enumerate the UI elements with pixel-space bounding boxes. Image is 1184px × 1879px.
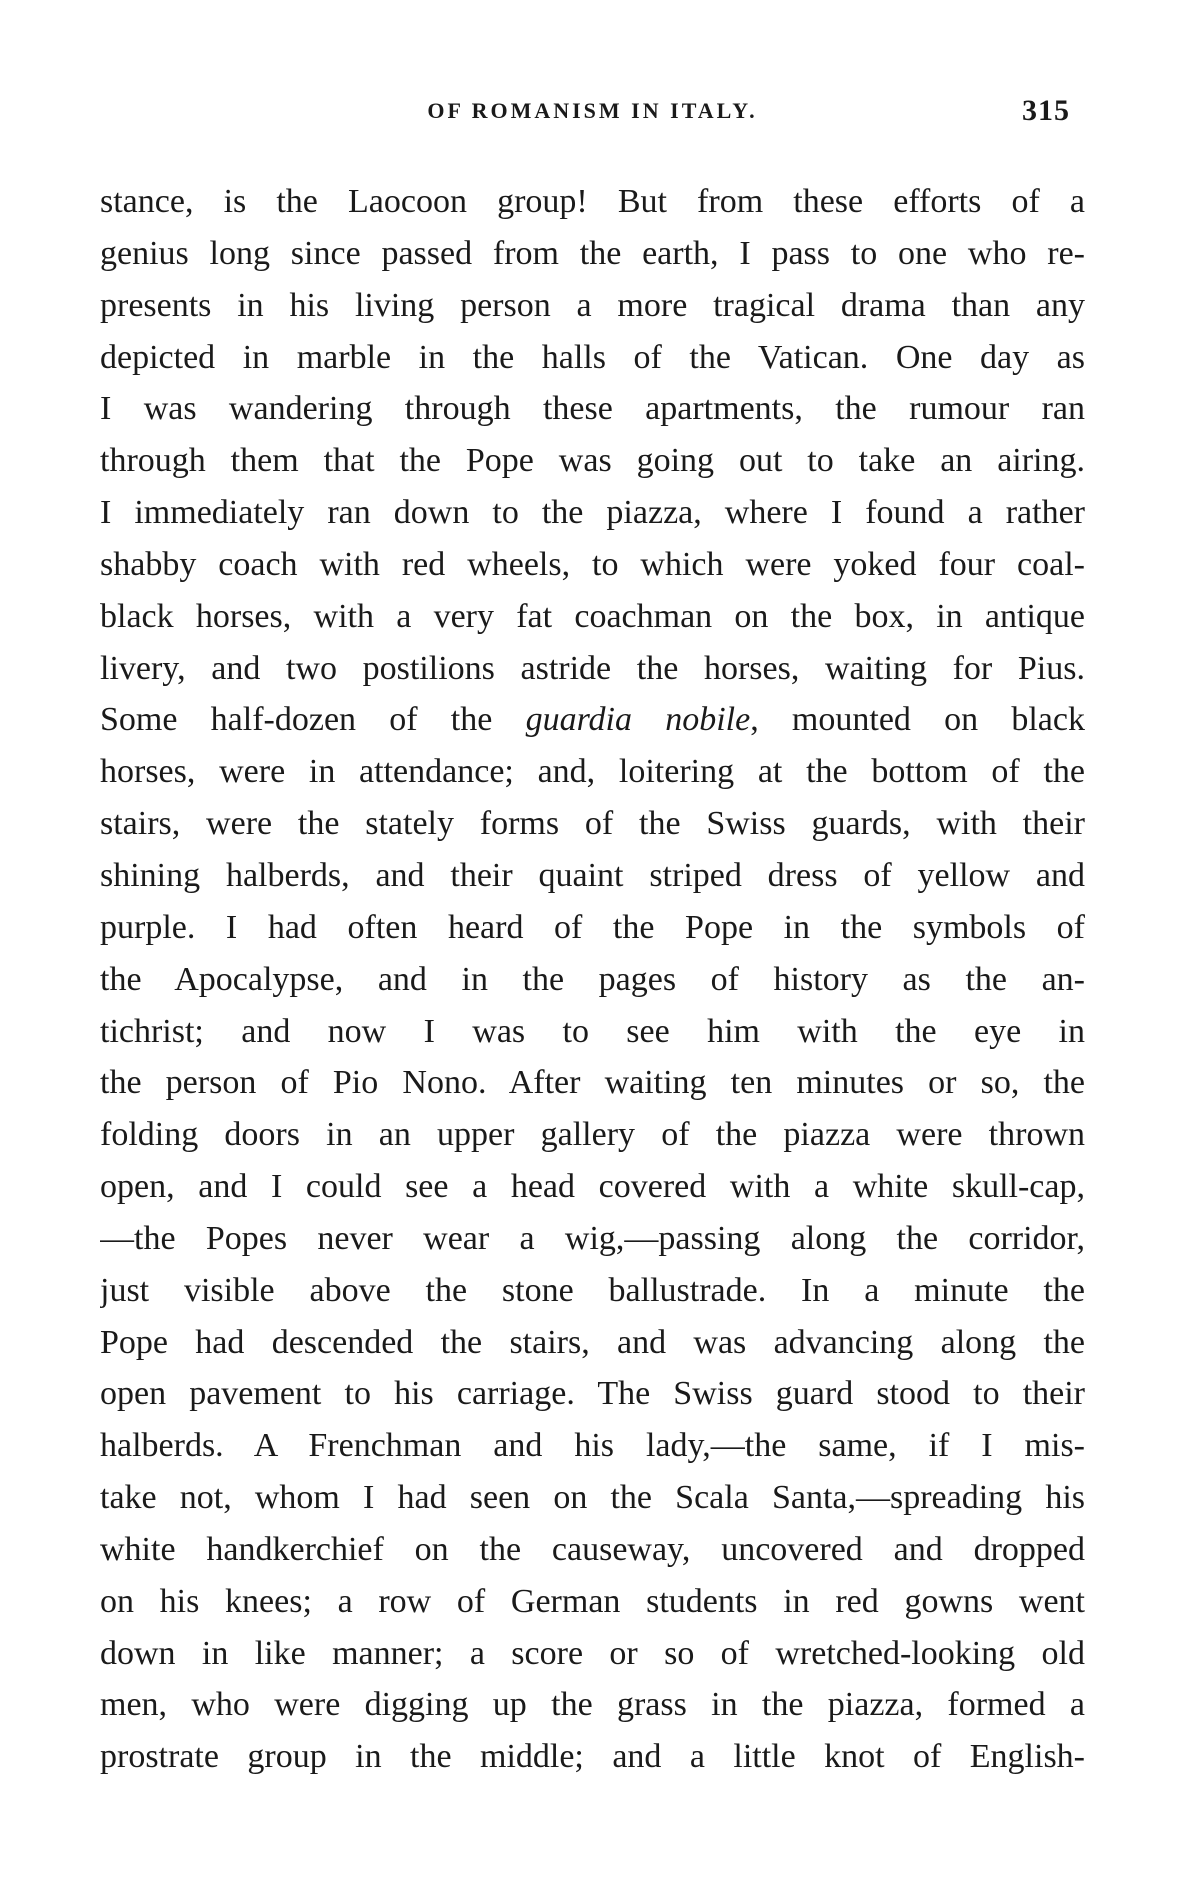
running-head xyxy=(100,94,1085,134)
text-line: stairs, were the stately forms of the Swiss guards, with their xyxy=(100,805,1085,843)
text-line: shining halberds, and their quaint striped dress of yellow and xyxy=(100,856,1085,894)
text-line: white handkerchief on the causeway, uncovered and dropped xyxy=(100,1530,1085,1568)
text-line: shabby coach with red wheels, to which were yoked four coal- xyxy=(100,545,1085,583)
text-line: stance, is the Laocoon group! But from these efforts of a xyxy=(100,183,1085,220)
text-line: presents in his living person a more tragical drama than any xyxy=(100,286,1085,324)
text-line: depicted in marble in the halls of the Vatican. One day as xyxy=(100,338,1085,376)
text-line: purple. I had often heard of the Pope in the symbols of xyxy=(100,908,1085,946)
page-number: 315 xyxy=(1022,94,1070,127)
text-line: the person of Pio Nono. After waiting ten minutes or so, the xyxy=(100,1064,1085,1102)
text-line: I immediately ran down to the piazza, where I found a rather xyxy=(100,494,1085,532)
text-line: just visible above the stone ballustrade. In a minute the xyxy=(100,1271,1085,1309)
text-line: the Apocalypse, and in the pages of history as the an- xyxy=(100,960,1085,998)
text-line: black horses, with a very fat coachman on the box, in antique xyxy=(100,597,1085,635)
text-line: take not, whom I had seen on the Scala Santa,—spreading his xyxy=(100,1479,1085,1517)
text-line: on his knees; a row of German students in red gowns went xyxy=(100,1582,1085,1620)
running-title: OF ROMANISM IN ITALY. xyxy=(427,98,758,123)
text-line: tichrist; and now I was to see him with the eye in xyxy=(100,1012,1085,1050)
text-line: horses, were in attendance; and, loitering at the bottom of the xyxy=(100,753,1085,791)
text-line: open pavement to his carriage. The Swiss guard stood to their xyxy=(100,1375,1085,1413)
text-line: down in like manner; a score or so of wretched-looking old xyxy=(100,1634,1085,1672)
text-line: Some half-dozen of the guardia nobile, mounted on black xyxy=(100,701,1085,739)
text-line: men, who were digging up the grass in the piazza, formed a xyxy=(100,1686,1085,1724)
body-text xyxy=(100,176,1085,1783)
text-line: Pope had descended the stairs, and was advancing along the xyxy=(100,1323,1085,1361)
text-line: halberds. A Frenchman and his lady,—the same, if I mis- xyxy=(100,1427,1085,1465)
text-line: livery, and two postilions astride the horses, waiting for Pius. xyxy=(100,649,1085,687)
text-line: open, and I could see a head covered with a white skull-cap, xyxy=(100,1168,1085,1206)
text-line: I was wandering through these apartments, the rumour ran xyxy=(100,390,1085,428)
text-line: folding doors in an upper gallery of the piazza were thrown xyxy=(100,1116,1085,1154)
text-line: —the Popes never wear a wig,—passing along the corridor, xyxy=(100,1219,1085,1257)
text-line: genius long since passed from the earth, I pass to one who re- xyxy=(100,234,1085,272)
text-line: through them that the Pope was going out to take an airing. xyxy=(100,442,1085,480)
text-line: prostrate group in the middle; and a little knot of English- xyxy=(100,1738,1085,1776)
italic-phrase: guardia nobile xyxy=(525,701,751,739)
